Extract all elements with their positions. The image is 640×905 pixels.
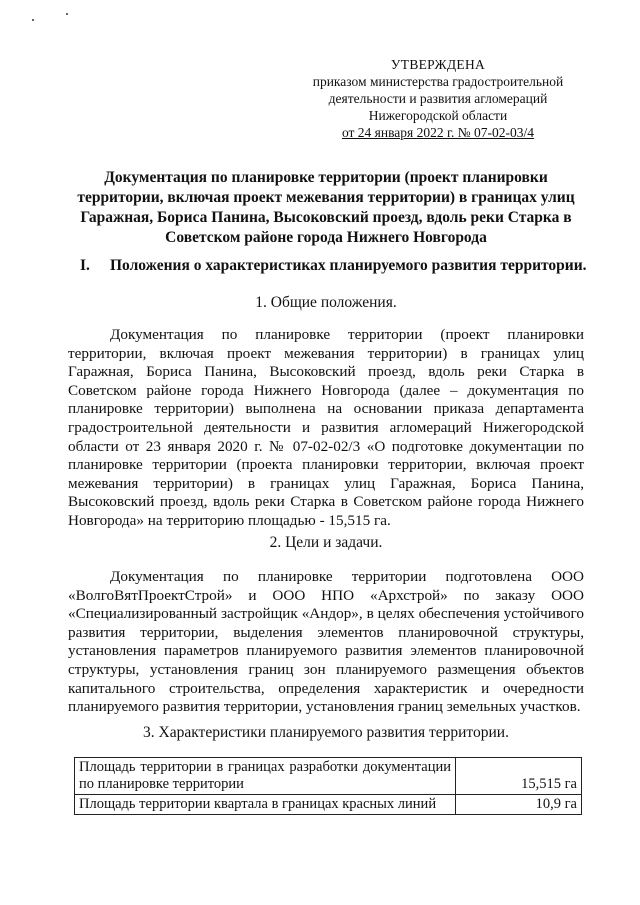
subsection-title-general: 1. Общие положения. (255, 294, 397, 311)
table-cell-value: 15,515 га (456, 758, 582, 795)
scan-speck (66, 13, 68, 15)
table-cell-value: 10,9 га (456, 795, 582, 815)
characteristics-table (74, 757, 582, 815)
approval-line: деятельности и развития агломераций (328, 91, 548, 106)
table-row (75, 795, 582, 815)
section-heading (80, 256, 590, 276)
approval-line: Нижегородской области (368, 108, 508, 123)
section-number: I. (80, 257, 90, 274)
scan-speck (32, 19, 34, 21)
approval-date: от 24 января 2022 г. № 07-02-03/4 (341, 125, 535, 140)
table-cell-label: Площадь территории квартала в границах красных линий (75, 795, 456, 815)
subsection-title-goals: 2. Цели и задачи. (269, 534, 383, 551)
approval-stamp (300, 56, 576, 141)
table-cell-label: Площадь территории в границах разработки документации по планировке территории (75, 758, 456, 795)
approval-line: приказом министерства градостроительной (312, 74, 564, 89)
paragraph-goals: Документация по планировке территории подготовлена ООО «ВолгоВятПроектСтрой» и ООО НПО «Архстрой» по заказу ООО «Специализированный застройщик «Андор», в целях обеспечения устойчивого развития территории, выделения элементов планировочной структуры, установления параметров планируемого развития элементов планировочной структуры, установления границ зон планируемого размещения объектов капитального строительства, определения характеристик и очередности планируемого развития территории, установления границ земельных участков. (68, 568, 584, 716)
approval-title: УТВЕРЖДЕНА (390, 57, 486, 72)
section-title: Положения о характеристиках планируемого развития территории. (110, 257, 587, 274)
document-title: Документация по планировке территории (проект планировки территории, включая проект межевания территории) в границах улиц Гаражная, Бориса Панина, Высоковский проезд, вдоль реки Старка в Советском районе города Нижнего Новгорода (77, 169, 575, 246)
table-row (75, 758, 582, 795)
subsection-title-characteristics: 3. Характеристики планируемого развития территории. (143, 724, 509, 741)
paragraph-general: Документация по планировке территории (проект планировки территории, включая проект межевания территории) в границах улиц Гаражная, Бориса Панина, Высоковский проезд, вдоль реки Старка в Советском районе города Нижнего Новгорода (далее – документация по планировке территории) выполнена на основании приказа департамента градостроительной деятельности и развития агломераций Нижегородской области от 23 января 2020 г. № 07-02-02/3 «О подготовке документации по планировке территории (проекта планировки территории, включая проект межевания территории) в границах улиц Гаражная, Бориса Панина, Высоковский проезд, вдоль реки Старка в Советском районе города Нижнего Новгорода» на территорию площадью - 15,515 га. (68, 326, 584, 529)
